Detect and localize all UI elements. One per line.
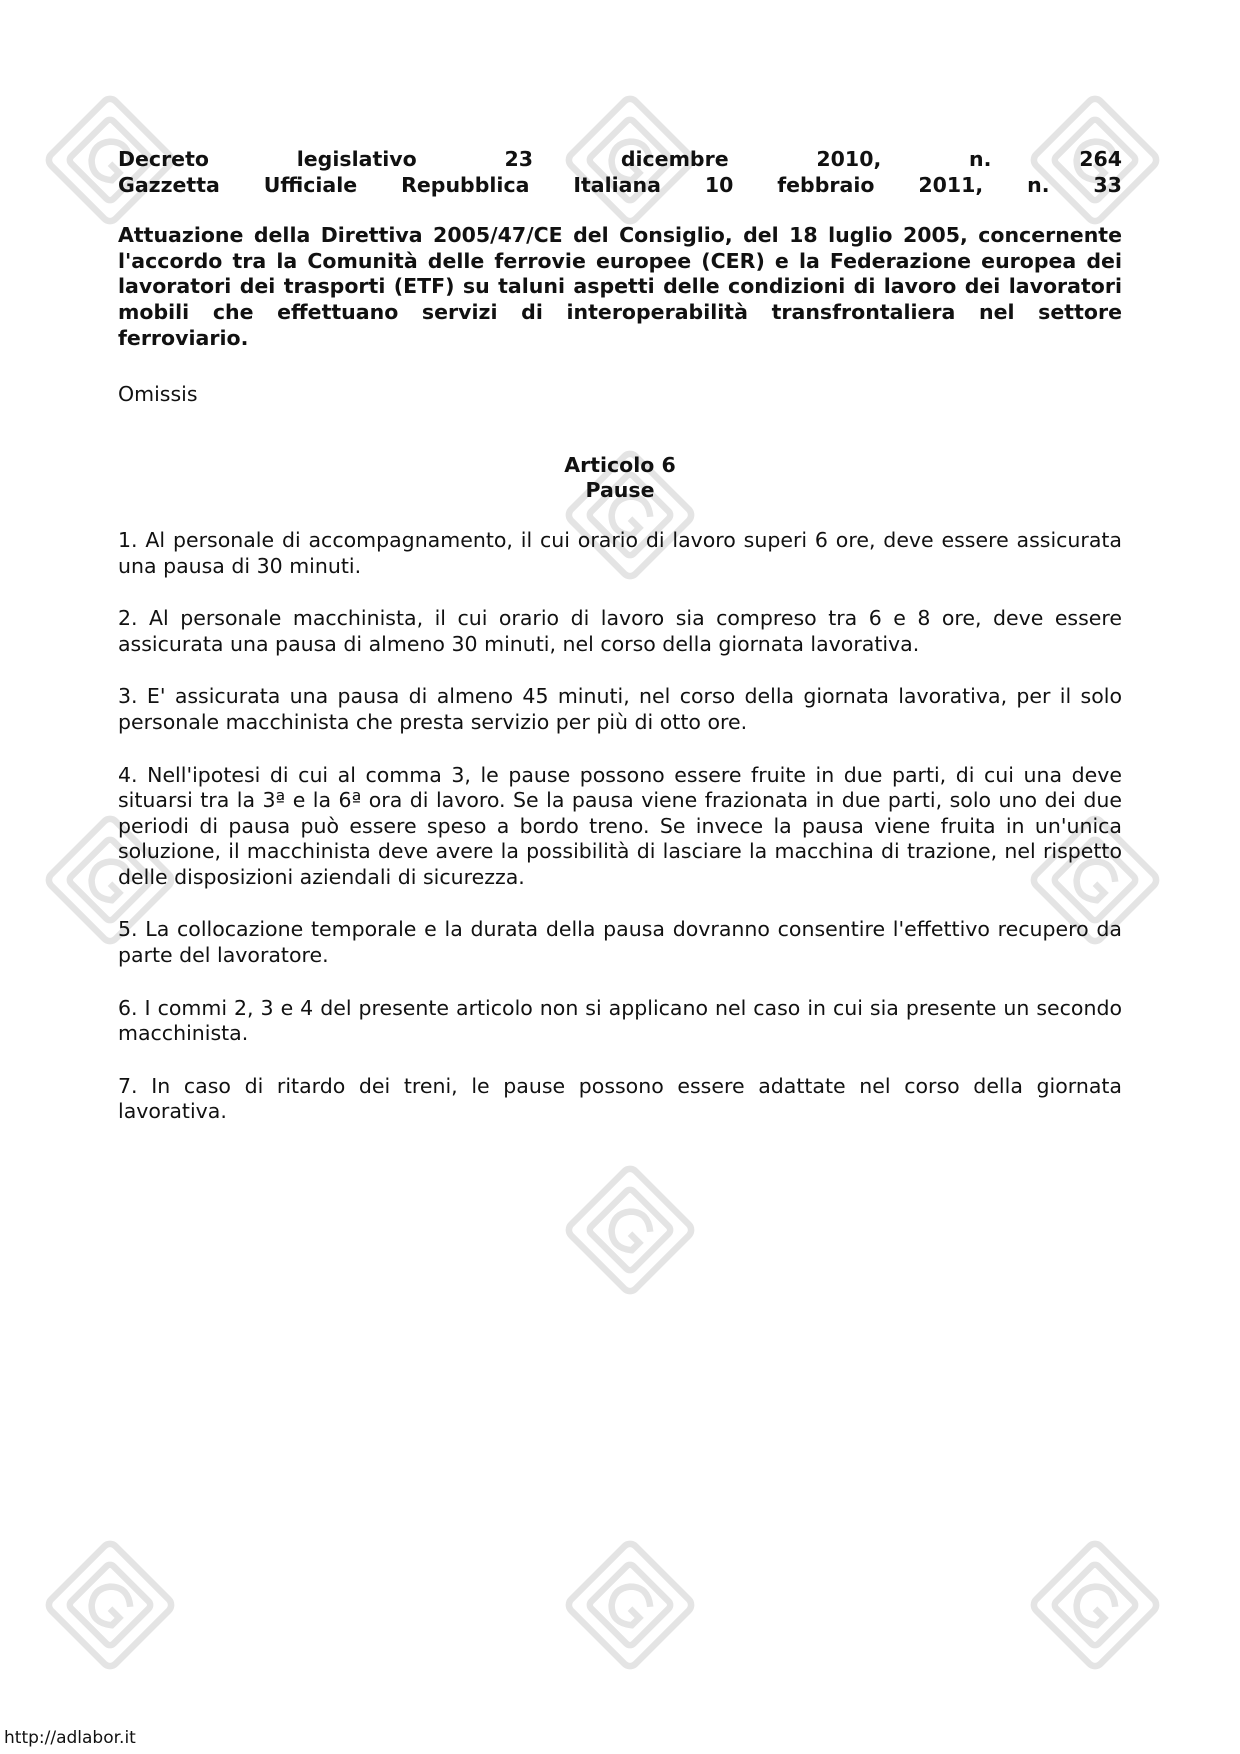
paragraph-5: 5. La collocazione temporale e la durata della pausa dovranno consentire l'effettivo recupero da parte del lavoratore. bbox=[118, 917, 1122, 968]
header-word: Repubblica bbox=[401, 172, 530, 197]
paragraph-7: 7. In caso di ritardo dei treni, le pause possono essere adattate nel corso della giornata lavorativa. bbox=[118, 1073, 1122, 1124]
watermark-logo-icon bbox=[565, 1540, 695, 1670]
header-word: 2011, bbox=[918, 172, 984, 197]
article-title: Pause bbox=[585, 478, 655, 503]
paragraph-1: 1. Al personale di accompagnamento, il cui orario di lavoro superi 6 ore, deve essere assicurata una pausa di 30 minuti. bbox=[118, 527, 1122, 578]
header-word: Ufficiale bbox=[263, 172, 358, 197]
header-word: febbraio bbox=[777, 172, 875, 197]
header-word: 264 bbox=[1079, 147, 1122, 171]
header-word: 10 bbox=[704, 172, 734, 197]
header-word: n. bbox=[1027, 172, 1050, 197]
decree-title: Attuazione della Direttiva 2005/47/CE del Consiglio, del 18 luglio 2005, concernente l'accordo tra la Comunità delle ferrovie europee (CER) e la Federazione europea dei lavoratori dei trasporti (ETF) su taluni aspetti delle condizioni di lavoro dei lavoratori mobili che effettuano servizi di interoperabilità transfrontaliera nel settore ferroviario. bbox=[118, 223, 1122, 350]
decree-reference-line bbox=[118, 147, 1122, 173]
header-word: Italiana bbox=[573, 172, 661, 197]
omissis-note: Omissis bbox=[118, 382, 198, 407]
header-word: legislativo bbox=[296, 147, 417, 171]
document-body bbox=[118, 147, 1122, 1125]
header-word: 2010, bbox=[816, 147, 882, 171]
header-word: n. bbox=[969, 147, 992, 171]
paragraph-2: 2. Al personale macchinista, il cui orario di lavoro sia compreso tra 6 e 8 ore, deve essere assicurata una pausa di almeno 30 minuti, nel corso della giornata lavorativa. bbox=[118, 606, 1122, 656]
header-word: 23 bbox=[504, 147, 534, 171]
header-word: 33 bbox=[1093, 172, 1122, 197]
header-word: Gazzetta bbox=[118, 172, 220, 197]
gazette-reference-line bbox=[118, 173, 1122, 199]
paragraph-4: 4. Nell'ipotesi di cui al comma 3, le pause possono essere fruite in due parti, di cui una deve situarsi tra la 3ª e la 6ª ora di lavoro. Se la pausa viene frazionata in due parti, solo uno dei due periodi di pausa può essere speso a bordo treno. Se invece la pausa viene fruita in un'unica soluzione, il macchinista deve avere la possibilità di lasciare la macchina di trazione, nel rispetto delle disposizioni aziendali di sicurezza. bbox=[118, 762, 1122, 889]
header-word: dicembre bbox=[620, 147, 729, 171]
watermark-logo-icon bbox=[565, 1165, 695, 1295]
watermark-logo-icon bbox=[45, 1540, 175, 1670]
article-heading bbox=[118, 453, 1122, 504]
paragraph-6: 6. I commi 2, 3 e 4 del presente articolo non si applicano nel caso in cui sia presente un secondo macchinista. bbox=[118, 995, 1122, 1046]
watermark-logo-icon bbox=[1030, 1540, 1160, 1670]
article-paragraphs bbox=[118, 528, 1122, 1125]
paragraph-3: 3. E' assicurata una pausa di almeno 45 minuti, nel corso della giornata lavorativa, per il solo personale macchinista che presta servizio per più di otto ore. bbox=[118, 684, 1122, 734]
article-number: Articolo 6 bbox=[564, 452, 676, 477]
header-word: Decreto bbox=[118, 147, 209, 171]
footer-url: http://adlabor.it bbox=[4, 1728, 136, 1748]
